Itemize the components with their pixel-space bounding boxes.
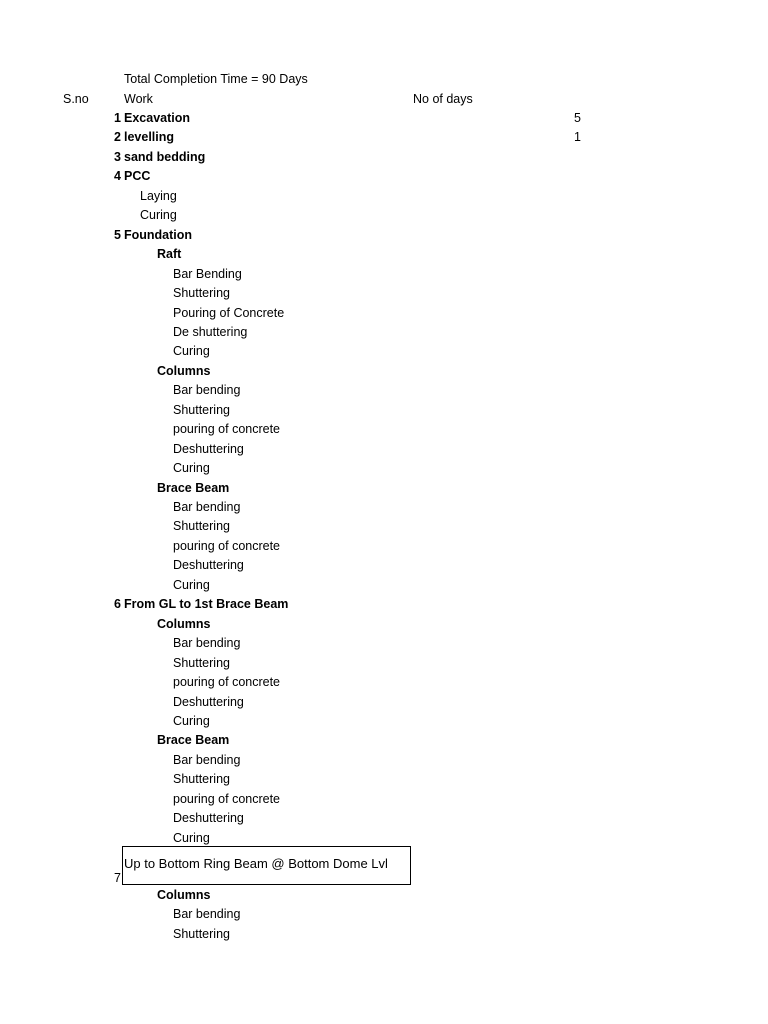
- row-work-label: Foundation: [124, 227, 193, 242]
- table-row: [0, 400, 768, 419]
- row-work-label: PCC: [124, 169, 151, 184]
- total-completion-title: Total Completion Time = 90 Days: [124, 72, 308, 86]
- row-work-label: Shuttering: [173, 286, 230, 301]
- row-number: 2: [114, 130, 121, 145]
- row-number: 5: [114, 227, 121, 242]
- table-row: [0, 750, 768, 769]
- row-work-label: Bar bending: [173, 907, 241, 922]
- table-row: [0, 692, 768, 711]
- row-work-label: pouring of concrete: [173, 422, 281, 437]
- row-work-label: Shuttering: [173, 926, 230, 941]
- row-number: 6: [114, 597, 121, 612]
- sno-column-header: S.no: [63, 92, 89, 106]
- table-row: [0, 225, 768, 244]
- row-work-label: Brace Beam: [157, 733, 230, 748]
- row-work-label: levelling: [124, 130, 175, 145]
- table-row: [0, 730, 768, 749]
- table-row: [0, 614, 768, 633]
- row-work-label: Pouring of Concrete: [173, 305, 285, 320]
- row-work-label: Brace Beam: [157, 480, 230, 495]
- row-work-label: Curing: [173, 577, 210, 592]
- boxed-work-number: 7: [114, 871, 121, 885]
- table-row: [0, 924, 768, 943]
- row-work-label: Curing: [140, 208, 177, 223]
- table-row: [0, 575, 768, 594]
- table-row: [0, 127, 768, 146]
- row-work-label: Curing: [173, 830, 210, 845]
- table-row: [0, 205, 768, 224]
- table-row: [0, 808, 768, 827]
- row-work-label: Bar Bending: [173, 266, 242, 281]
- row-work-label: De shuttering: [173, 324, 248, 339]
- table-row: [0, 633, 768, 652]
- row-work-label: Laying: [140, 188, 177, 203]
- table-row: [0, 885, 768, 904]
- table-row: [0, 147, 768, 166]
- row-work-label: pouring of concrete: [173, 791, 281, 806]
- table-row: [0, 555, 768, 574]
- row-work-label: Shuttering: [173, 655, 230, 670]
- row-work-label: Curing: [173, 461, 210, 476]
- table-row: [0, 439, 768, 458]
- table-row: [0, 653, 768, 672]
- table-row: [0, 672, 768, 691]
- table-row: [0, 458, 768, 477]
- row-work-label: Deshuttering: [173, 441, 244, 456]
- table-row: [0, 283, 768, 302]
- table-row: [0, 789, 768, 808]
- row-work-label: Deshuttering: [173, 558, 244, 573]
- row-work-label: Bar bending: [173, 636, 241, 651]
- table-row: [0, 264, 768, 283]
- table-row: [0, 769, 768, 788]
- table-row: [0, 516, 768, 535]
- table-row: [0, 478, 768, 497]
- row-work-label: Columns: [157, 888, 211, 902]
- row-days-value: 5: [574, 111, 581, 125]
- table-row: [0, 536, 768, 555]
- row-work-label: Deshuttering: [173, 694, 244, 709]
- work-column-header: Work: [124, 92, 153, 106]
- table-row: [0, 322, 768, 341]
- row-work-label: Deshuttering: [173, 811, 244, 826]
- row-work-label: pouring of concrete: [173, 538, 281, 553]
- table-row: [0, 244, 768, 263]
- row-work-label: Curing: [173, 344, 210, 359]
- table-row: [0, 904, 768, 923]
- table-row: [0, 711, 768, 730]
- table-row: [0, 186, 768, 205]
- table-row: [0, 380, 768, 399]
- row-work-label: pouring of concrete: [173, 675, 281, 690]
- row-number: 1: [114, 111, 121, 125]
- table-row: [0, 419, 768, 438]
- row-work-label: Shuttering: [173, 519, 230, 534]
- table-row: [0, 108, 768, 127]
- table-row: [0, 594, 768, 613]
- table-row: [0, 166, 768, 185]
- row-number: 3: [114, 149, 121, 164]
- row-work-label: Curing: [173, 713, 210, 728]
- table-row: [0, 303, 768, 322]
- table-row: [0, 341, 768, 360]
- days-column-header: No of days: [413, 92, 473, 106]
- table-row: [0, 828, 768, 847]
- row-work-label: Raft: [157, 247, 182, 262]
- row-work-label: Excavation: [124, 111, 191, 125]
- row-work-label: Bar bending: [173, 752, 241, 767]
- row-work-label: Columns: [157, 616, 211, 631]
- row-days-value: 1: [574, 130, 581, 145]
- table-row: [0, 497, 768, 516]
- row-work-label: Bar bending: [173, 500, 241, 514]
- boxed-work-label: Up to Bottom Ring Beam @ Bottom Dome Lvl: [124, 856, 388, 871]
- row-work-label: From GL to 1st Brace Beam: [124, 597, 289, 612]
- row-work-label: Shuttering: [173, 402, 230, 417]
- row-work-label: Columns: [157, 363, 211, 378]
- row-work-label: Bar bending: [173, 383, 241, 398]
- row-number: 4: [114, 169, 121, 184]
- row-work-label: Shuttering: [173, 772, 230, 787]
- table-row: [0, 361, 768, 380]
- row-work-label: sand bedding: [124, 149, 206, 164]
